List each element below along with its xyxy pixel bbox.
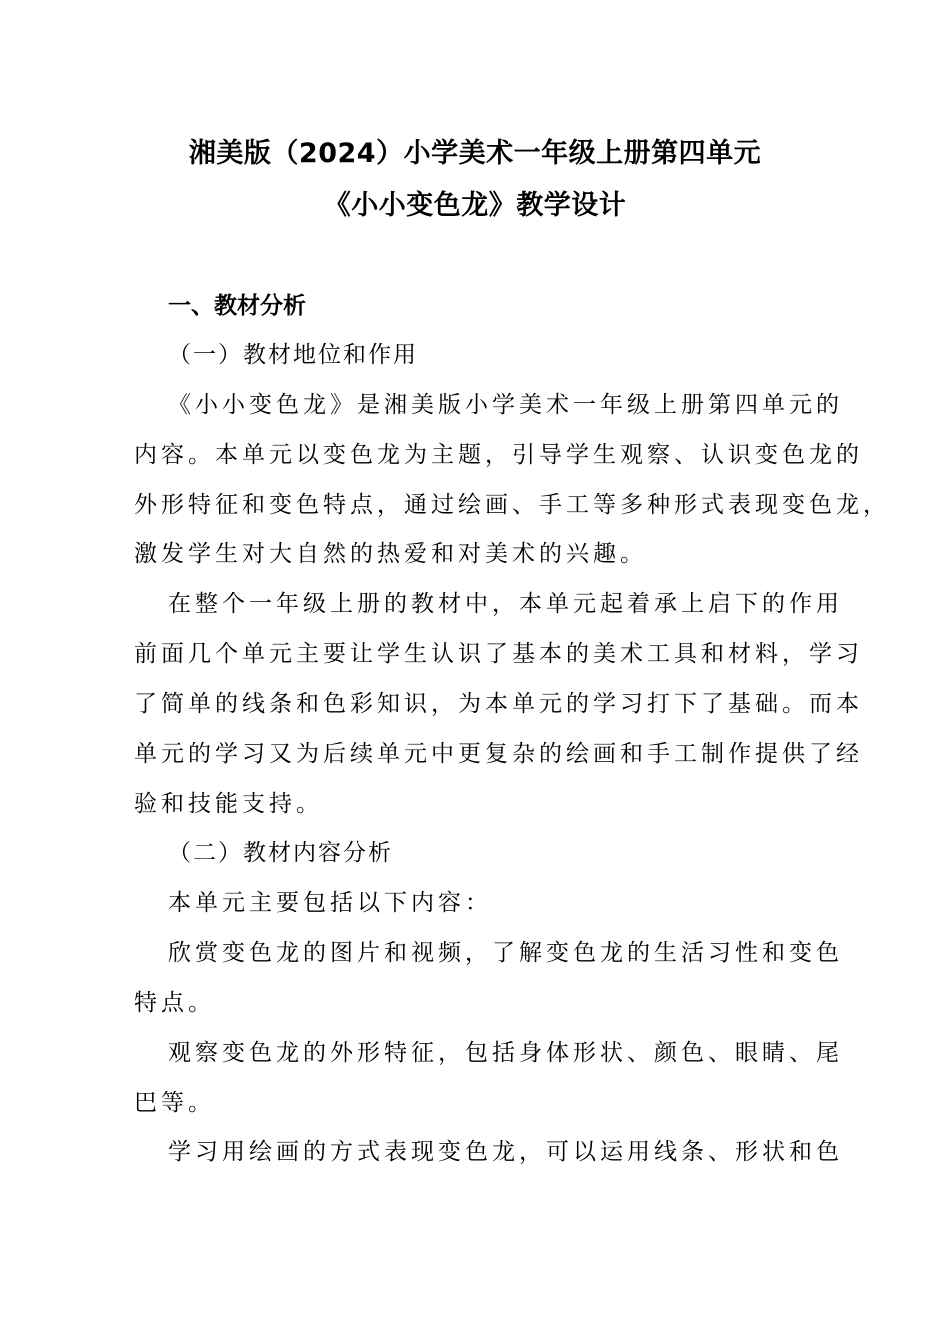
subsection-heading-1: （一）教材地位和作用 <box>168 342 418 368</box>
content-item-2-line-2: 巴等。 <box>134 1090 215 1116</box>
content-item-3-line-1: 学习用绘画的方式表现变色龙，可以运用线条、形状和色 <box>168 1139 843 1165</box>
paragraph-2-line-2: 前面几个单元主要让学生认识了基本的美术工具和材料，学习 <box>134 641 863 667</box>
paragraph-1-line-4: 激发学生对大自然的热爱和对美术的兴趣。 <box>134 541 647 567</box>
section-heading: 一、教材分析 <box>168 293 306 319</box>
subsection-heading-2: （二）教材内容分析 <box>168 840 393 866</box>
document-title-line-2: 《小小变色龙》教学设计 <box>323 190 627 221</box>
document-title-line-1: 湘美版（2024）小学美术一年级上册第四单元 <box>188 138 762 169</box>
paragraph-2-line-4: 单元的学习又为后续单元中更复杂的绘画和手工制作提供了经 <box>134 741 863 767</box>
paragraph-1-line-1: 《小小变色龙》是湘美版小学美术一年级上册第四单元的 <box>168 392 843 418</box>
paragraph-2-line-3: 了简单的线条和色彩知识，为本单元的学习打下了基础。而本 <box>134 691 863 717</box>
paragraph-1-line-3: 外形特征和变色特点，通过绘画、手工等多种形式表现变色龙， <box>134 492 890 518</box>
paragraph-2-line-5: 验和技能支持。 <box>134 791 323 817</box>
content-item-1-line-2: 特点。 <box>134 990 215 1016</box>
paragraph-1-line-2: 内容。本单元以变色龙为主题，引导学生观察、认识变色龙的 <box>134 442 863 468</box>
paragraph-2-line-1: 在整个一年级上册的教材中，本单元起着承上启下的作用 <box>168 591 843 617</box>
content-item-1-line-1: 欣赏变色龙的图片和视频，了解变色龙的生活习性和变色 <box>168 940 843 966</box>
content-intro: 本单元主要包括以下内容： <box>168 890 492 916</box>
content-item-2-line-1: 观察变色龙的外形特征，包括身体形状、颜色、眼睛、尾 <box>168 1040 843 1066</box>
